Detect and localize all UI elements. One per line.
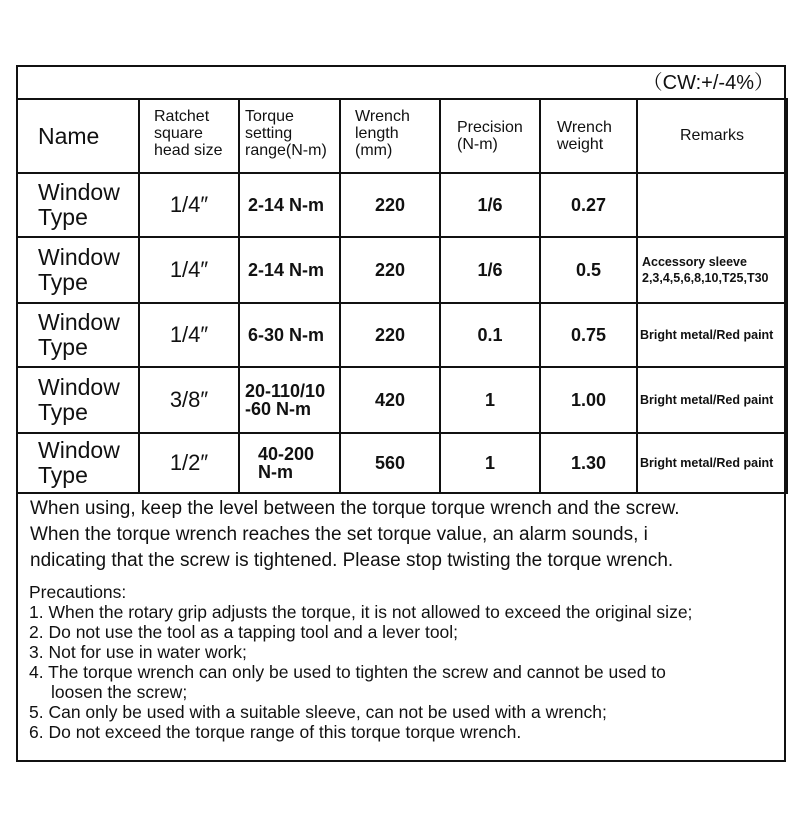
cell-length: 420 <box>340 367 440 433</box>
cell-weight: 0.75 <box>540 303 637 367</box>
usage-description <box>30 496 780 574</box>
cell-name: Window Type <box>17 303 139 367</box>
cell-torque: 6-30 N-m <box>239 303 340 367</box>
cell-length: 220 <box>340 303 440 367</box>
description-line: ndicating that the screw is tightened. Please stop twisting the torque wrench. <box>30 550 674 571</box>
cell-torque: 2-14 N-m <box>239 173 340 237</box>
cell-precision: 1/6 <box>440 173 540 237</box>
cell-precision: 1 <box>440 433 540 493</box>
cell-precision: 0.1 <box>440 303 540 367</box>
table-row <box>17 303 787 367</box>
cell-name: Window Type <box>17 237 139 303</box>
table-row <box>17 173 787 237</box>
description-line: When the torque wrench reaches the set torque value, an alarm sounds, i <box>30 524 648 545</box>
cell-weight: 1.30 <box>540 433 637 493</box>
header-torque: Torque setting range(N-m) <box>239 99 340 173</box>
cell-size: 1/4″ <box>139 173 239 237</box>
precaution-item: 6. Do not exceed the torque range of this torque torque wrench. <box>29 722 522 742</box>
header-precision: Precision (N-m) <box>440 99 540 173</box>
cell-size: 3/8″ <box>139 367 239 433</box>
precaution-item: 5. Can only be used with a suitable sleeve, can not be used with a wrench; <box>29 702 607 722</box>
spec-table <box>16 98 788 494</box>
cell-name: Window Type <box>17 367 139 433</box>
cell-size: 1/4″ <box>139 237 239 303</box>
header-name: Name <box>17 99 139 173</box>
cell-length: 560 <box>340 433 440 493</box>
tolerance-note: （CW:+/-4%） <box>642 72 774 94</box>
precaution-item-continuation: loosen the screw; <box>51 682 188 702</box>
cell-weight: 1.00 <box>540 367 637 433</box>
cell-remarks: Bright metal/Red paint <box>637 433 787 493</box>
cell-torque: 20-110/10 -60 N-m <box>239 367 340 433</box>
description-line: When using, keep the level between the torque torque wrench and the screw. <box>30 498 680 519</box>
precaution-item: 3. Not for use in water work; <box>29 642 247 662</box>
precautions-section <box>29 582 785 742</box>
cell-size: 1/4″ <box>139 303 239 367</box>
precaution-item: 4. The torque wrench can only be used to tighten the screw and cannot be used to <box>29 662 666 682</box>
cell-remarks: Bright metal/Red paint <box>637 367 787 433</box>
precautions-title: Precautions: <box>29 582 127 602</box>
table-header-row <box>17 99 787 173</box>
cell-remarks: Bright metal/Red paint <box>637 303 787 367</box>
cell-weight: 0.27 <box>540 173 637 237</box>
cell-remarks <box>637 173 787 237</box>
header-ratchet: Ratchet square head size <box>139 99 239 173</box>
precaution-item: 1. When the rotary grip adjusts the torque, it is not allowed to exceed the original size; <box>29 602 693 622</box>
header-length: Wrench length (mm) <box>340 99 440 173</box>
cell-length: 220 <box>340 173 440 237</box>
header-weight: Wrench weight <box>540 99 637 173</box>
table-row <box>17 433 787 493</box>
cell-size: 1/2″ <box>139 433 239 493</box>
table-row <box>17 367 787 433</box>
table-row <box>17 237 787 303</box>
cell-torque: 40-200 N-m <box>239 433 340 493</box>
header-remarks: Remarks <box>637 99 787 173</box>
precaution-item: 2. Do not use the tool as a tapping tool and a lever tool; <box>29 622 459 642</box>
cell-remarks: Accessory sleeve 2,3,4,5,6,8,10,T25,T30 <box>637 237 787 303</box>
cell-torque: 2-14 N-m <box>239 237 340 303</box>
cell-length: 220 <box>340 237 440 303</box>
cell-precision: 1/6 <box>440 237 540 303</box>
cell-weight: 0.5 <box>540 237 637 303</box>
cell-precision: 1 <box>440 367 540 433</box>
cell-name: Window Type <box>17 433 139 493</box>
cell-name: Window Type <box>17 173 139 237</box>
